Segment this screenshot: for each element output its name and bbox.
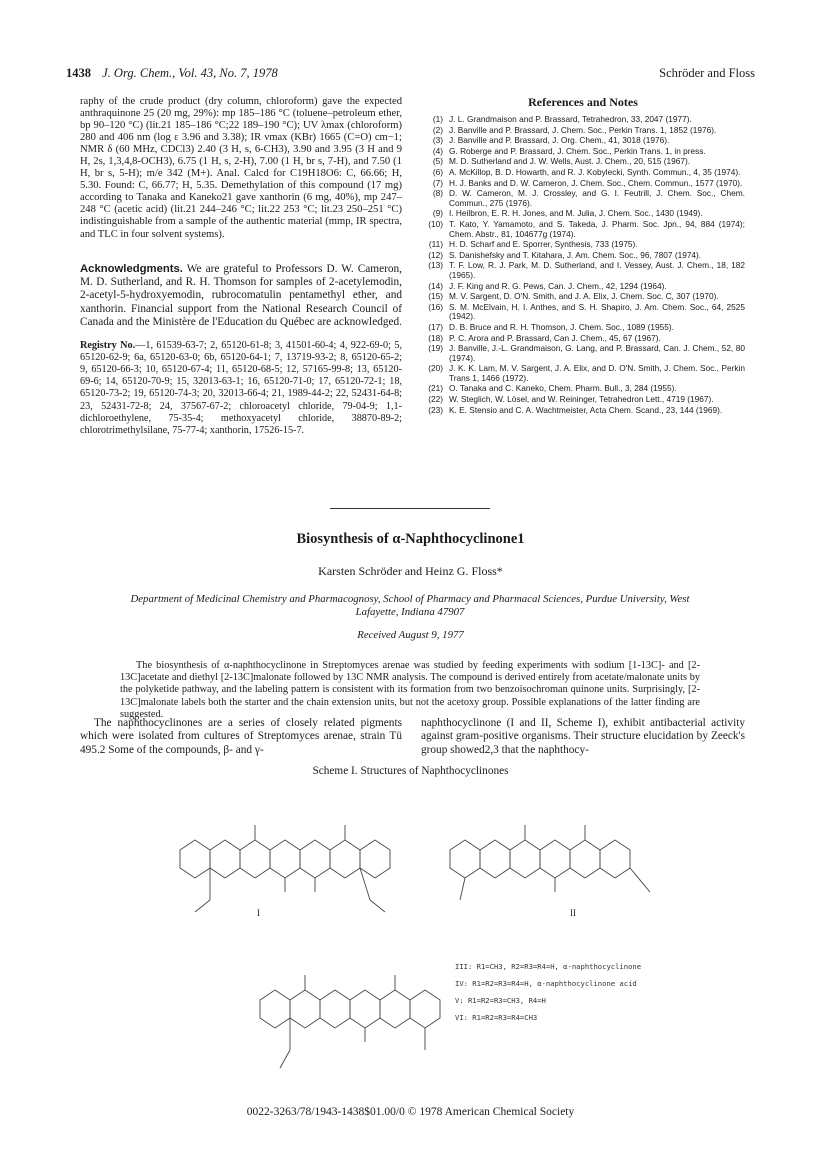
page-number: 1438 xyxy=(66,66,91,80)
references-column xyxy=(421,96,745,416)
structure-I-label: I xyxy=(257,908,260,918)
reference-text: J. Banville and P. Brassard, J. Chem. Soc., Perkin Trans. 1, 1852 (1976). xyxy=(449,124,717,135)
reference-item xyxy=(421,179,745,189)
reference-number: (21) xyxy=(428,383,443,394)
structure-I xyxy=(180,825,390,912)
reference-item xyxy=(421,126,745,136)
naphthocyclinone-structures xyxy=(150,780,670,1080)
reference-number: (9) xyxy=(432,208,443,219)
reference-number: (10) xyxy=(428,218,443,229)
reference-item xyxy=(421,115,745,125)
reference-item xyxy=(421,189,745,208)
reference-number: (3) xyxy=(432,135,443,146)
reference-item xyxy=(421,147,745,157)
reference-text: J. F. King and R. G. Pews, Can. J. Chem., 42, 1294 (1964). xyxy=(449,280,667,291)
reference-text: K. E. Stensio and C. A. Wachtmeister, Acta Chem. Scand., 23, 144 (1969). xyxy=(449,404,723,415)
reference-number: (14) xyxy=(428,280,443,291)
reference-item xyxy=(421,251,745,261)
left-column xyxy=(80,96,402,437)
journal-citation: J. Org. Chem., Vol. 43, No. 7, 1978 xyxy=(102,66,278,80)
reference-text: I. Heilbron, E. R. H. Jones, and M. Julia, J. Chem. Soc., 1430 (1949). xyxy=(449,208,703,219)
reference-number: (11) xyxy=(428,239,443,250)
reference-item xyxy=(421,136,745,146)
reference-text: S. Danishefsky and T. Kitahara, J. Am. Chem. Soc., 96, 7807 (1974). xyxy=(449,249,702,260)
reference-text: T. Kato, Y. Yamamoto, and S. Takeda, J. Pharm. Soc. Jpn., 94, 884 (1974); Chem. Abstr., 81, 104677g (1974). xyxy=(449,218,745,239)
section-divider xyxy=(330,508,490,509)
running-authors: Schröder and Floss xyxy=(659,66,755,80)
structure-II xyxy=(450,825,650,900)
reference-text: J. Banville and P. Brassard, J. Org. Chem., 41, 3018 (1976). xyxy=(449,135,670,146)
reference-text: W. Steglich, W. Lösel, and W. Reininger, Tetrahedron Lett., 4719 (1967). xyxy=(449,394,714,405)
legend-line: IV: R1=R2=R3=R4=H, α-naphthocyclinone acid xyxy=(455,979,637,988)
reference-item xyxy=(421,323,745,333)
affiliation: Department of Medicinal Chemistry and Pharmacognosy, School of Pharmacy and Pharmacal Sciences, Purdue University, West Lafayette, Indiana 47907 xyxy=(130,593,690,618)
legend-line: V: R1=R2=R3=CH3, R4=H xyxy=(455,996,546,1005)
legend-line: III: R1=CH3, R2=R3=R4=H, α-naphthocyclinone xyxy=(455,962,642,971)
article-authors: Karsten Schröder and Heinz G. Floss* xyxy=(318,564,503,578)
reference-number: (13) xyxy=(428,260,443,271)
reference-text: S. M. McElvain, H. I. Anthes, and S. H. Shapiro, J. Am. Chem. Soc., 64, 2525 (1942). xyxy=(449,301,745,322)
reference-number: (23) xyxy=(428,404,443,415)
structure-legend xyxy=(455,958,641,1026)
reference-list xyxy=(421,115,745,415)
reference-number: (4) xyxy=(432,145,443,156)
experimental-text: raphy of the crude product (dry column, chloroform) gave the expected anthraquinone 25 (20 mg, 29%): mp 185–186 °C (toluene–petroleum ether, bp 90–120 °C) (lit.21 185–186 °C;22 189–190 °C); UV λmax (chloroform) 280 and 406 nm (log ε 3.96 and 3.38); IR νmax (KBr) 1665 (C=O) cm−1; NMR δ (60 MHz, CDCl3) 2.40 (3 H, s, 6-CH3), 3.90 and 3.95 (3 H and 9 H, 2s, 1,3,4,8-OCH3), 6.75 (1 H, s, 2-H), 7.00 (1 H, br s, 7-H), and 7.50 (1 H, br s, 5-H); m/e 342 (M+). Anal. Calcd for C19H18O6: C, 66.66; H, 5.30. Found: C, 66.77; H, 5.35. Demethylation of this compound (17 mg) according to Tanaka and Kaneko21 gave xanthorin (6 mg, 40%), mp 247–248 °C (acetic acid) (lit.21 244–246 °C; lit.22 253 °C; lit.23 250–251 °C) indistinguishable from a sample of the authentic material (mmp, IR spectra, and TLC in four solvent systems). xyxy=(80,96,402,240)
reference-number: (16) xyxy=(428,301,443,312)
abstract: The biosynthesis of α-naphthocyclinone in Streptomyces arenae was studied by feeding experiments with sodium [1-13C]- and [2-13C]acetate and diethyl [2-13C]malonate followed by 13C NMR analysis. The compound is derived entirely from acetate/malonate units by the polyketide pathway, and the labeling pattern is consistent with its formation from two benzoisochroman quinone units. Surprisingly, [2-13C]malonate labels both the starter and the chain extension units, but not the acetoxy group. Possible explanations of the latter finding are suggested. xyxy=(120,660,700,720)
reference-text: T. F. Low, R. J. Park, M. D. Sutherland, and I. Vessey, Aust. J. Chem., 18, 182 (1965). xyxy=(449,260,745,280)
registry-text: —1, 61539-63-7; 2, 65120-61-8; 3, 41501-60-4; 4, 922-69-0; 5, 65120-62-9; 6a, 65120-63-0; 6b, 65120-64-1; 7, 13719-93-2; 8, 65120-65-2; 9, 65120-66-3; 10, 65120-67-4; 11, 65120-68-5; 12, 57165-99-8; 13, 65120-69-6; 14, 65120-70-9; 15, 32013-63-1; 16, 65120-71-0; 17, 65120-72-1; 18, 65120-73-2; 19, 65120-74-3; 20, 32013-66-4; 21, 1989-44-2; 22, 52431-64-8; 23, 52431-72-8; 24, 37567-67-2; chloroacetyl chloride, 79-04-9; 1,1-dichloroethylene, 75-35-4; methoxyacetyl chloride, 38870-89-2; chlorotrimethylsilane, 75-77-4; xanthorin, 17526-15-7. xyxy=(80,339,402,437)
reference-item xyxy=(421,292,745,302)
reference-item xyxy=(421,282,745,292)
reference-number: (12) xyxy=(428,249,443,260)
reference-text: M. V. Sargent, D. O'N. Smith, and J. A. Elix, J. Chem. Soc. C, 307 (1970). xyxy=(449,291,719,302)
reference-item xyxy=(421,209,745,219)
scheme-title: Scheme I. Structures of Naphthocyclinones xyxy=(312,765,509,777)
reference-item xyxy=(421,344,745,363)
structure-II-label: II xyxy=(570,908,576,918)
acknowledgments xyxy=(80,263,402,330)
reference-number: (8) xyxy=(432,188,443,199)
reference-item xyxy=(421,168,745,178)
reference-number: (22) xyxy=(428,394,443,405)
reference-number: (6) xyxy=(432,167,443,178)
reference-text: G. Roberge and P. Brassard, J. Chem. Soc., Perkin Trans. 1, in press. xyxy=(449,145,706,156)
reference-text: M. D. Sutherland and J. W. Wells, Aust. J. Chem., 20, 515 (1967). xyxy=(449,156,691,167)
reference-text: A. McKillop, B. D. Howarth, and R. J. Kobylecki, Synth. Commun., 4, 35 (1974). xyxy=(449,167,741,178)
reference-item xyxy=(421,261,745,280)
registry-numbers xyxy=(80,340,402,438)
reference-text: H. J. Banks and D. W. Cameron, J. Chem. Soc., Chem. Commun., 1577 (1970). xyxy=(449,177,743,188)
ack-text: We are grateful to Professors D. W. Cameron, M. D. Sutherland, and R. H. Thomson for samples of 2-acetylemodin, 2-acetyl-5-hydroxyemodin, rubrocomatulin pentamethyl ether, and xanthorin. Financial support from the National Research Council of Canada and the Ministère de l'Education du Québec are acknowledged. xyxy=(80,262,402,329)
reference-text: J. L. Grandmaison and P. Brassard, Tetrahedron, 33, 2047 (1977). xyxy=(449,114,692,125)
reference-number: (19) xyxy=(428,343,443,354)
reference-text: D. W. Cameron, M. J. Crossley, and G. I. Feutrill, J. Chem. Soc., Chem. Commun., 275 (1976). xyxy=(449,188,745,208)
running-header xyxy=(66,66,755,82)
registry-heading: Registry No. xyxy=(80,339,136,351)
reference-number: (7) xyxy=(432,177,443,188)
reference-item xyxy=(421,406,745,416)
reference-item xyxy=(421,364,745,383)
reference-item xyxy=(421,157,745,167)
reference-text: O. Tanaka and C. Kaneko, Chem. Pharm. Bull., 3, 284 (1955). xyxy=(449,383,677,394)
references-heading: References and Notes xyxy=(528,95,638,109)
reference-item xyxy=(421,220,745,239)
body-text-left: The naphthocyclinones are a series of closely related pigments which were isolated from cultures of Streptomyces arenae, strain Tü 495.2 Some of the compounds, β- and γ- xyxy=(80,717,402,756)
copyright-footer: 0022-3263/78/1943-1438$01.00/0 © 1978 American Chemical Society xyxy=(246,1106,575,1118)
structure-III-VI xyxy=(260,975,440,1068)
body-text-right: naphthocyclinone (I and II, Scheme I), exhibit antibacterial activity against gram-positive organisms. Their structure elucidation by Zeeck's group showed2,3 that the naphthocy- xyxy=(421,717,745,756)
reference-number: (2) xyxy=(432,124,443,135)
reference-number: (1) xyxy=(432,114,443,125)
received-date: Received August 9, 1977 xyxy=(357,629,464,641)
legend-line: VI: R1=R2=R3=R4=CH3 xyxy=(455,1013,538,1022)
article-title: Biosynthesis of α-Naphthocyclinone1 xyxy=(296,531,525,547)
reference-text: H. D. Scharf and E. Sporrer, Synthesis, 733 (1975). xyxy=(449,239,638,250)
ack-heading: Acknowledgments. xyxy=(80,262,183,275)
reference-text: J. Banville, J.-L. Grandmaison, G. Lang, and P. Brassard, Can. J. Chem., 52, 80 (1974). xyxy=(449,343,745,363)
reference-number: (18) xyxy=(428,332,443,343)
reference-number: (20) xyxy=(428,363,443,374)
reference-number: (17) xyxy=(428,321,443,332)
reference-text: D. B. Bruce and R. H. Thomson, J. Chem. Soc., 1089 (1955). xyxy=(449,321,674,332)
reference-number: (5) xyxy=(432,156,443,167)
reference-item xyxy=(421,334,745,344)
reference-item xyxy=(421,303,745,322)
reference-number: (15) xyxy=(428,291,443,302)
reference-item xyxy=(421,384,745,394)
reference-item xyxy=(421,395,745,405)
reference-item xyxy=(421,240,745,250)
reference-text: J. K. K. Lam, M. V. Sargent, J. A. Elix, and D. O'N. Smith, J. Chem. Soc., Perkin Trans 1, 1466 (1972). xyxy=(449,363,745,383)
reference-text: P. C. Arora and P. Brassard, Can J. Chem., 45, 67 (1967). xyxy=(449,332,661,343)
